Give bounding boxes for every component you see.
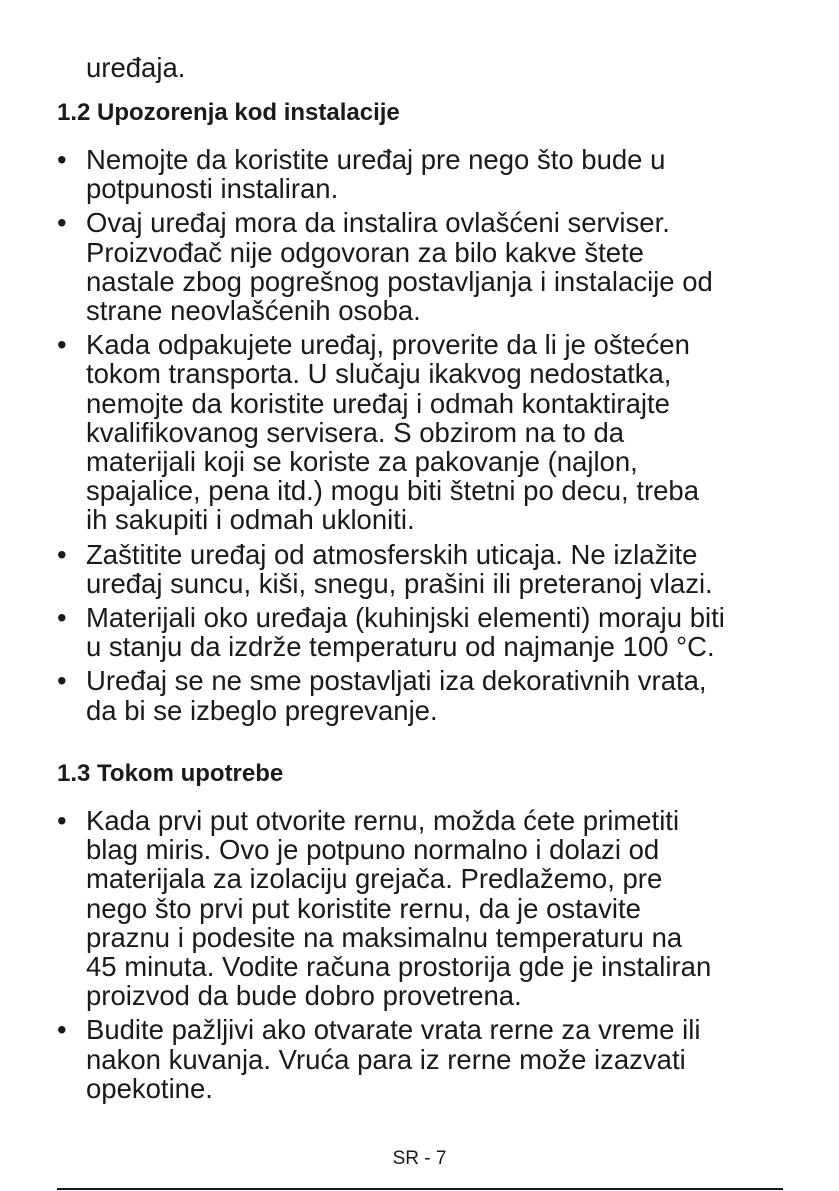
list-item — [57, 540, 797, 598]
footer-divider — [57, 1188, 783, 1190]
list-item — [57, 330, 797, 534]
list-item-text: Budite pažljivi ako otvarate vrata rerne za vreme ili nakon kuvanja. Vruća para iz rerne može izazvati opekotine. — [86, 1014, 701, 1104]
bullet-icon: • — [57, 144, 67, 175]
bullet-icon: • — [57, 329, 67, 361]
bullet-icon: • — [57, 207, 67, 239]
list-item-text: Ovaj uređaj mora da instalira ovlašćeni serviser. Proizvođač nije odgovoran za bilo kakve štete nastale zbog pogrešnog postavljanja i instalacije od strane neovlašćenih osoba. — [86, 207, 713, 327]
list-item-text: Kada prvi put otvorite rernu, možda ćete primetiti blag miris. Ovo je potpuno normalno i dolazi od materijala za izolaciju grejača. Predlažemo, pre nego što prvi put koristite rernu, da je ostavite praznu i podesite na maksimalnu temperaturu na 45 minuta. Vodite računa prostorija gde je instaliran proizvod da bude dobro provetrena. — [86, 805, 712, 1012]
bullet-icon: • — [57, 602, 67, 634]
list-item — [57, 145, 797, 203]
bullet-icon: • — [57, 805, 67, 836]
list-item-text: Kada odpakujete uređaj, proverite da li je oštećen tokom transporta. U slučaju ikakvog nedostatka, nemojte da koristite uređaj i odmah kontaktirajte kvalifikovanog servisera. S obzirom na to da materijali koji se koriste za pakovanje (najlon, spajalice, pena itd.) mogu biti štetni po decu, treba ih sakupiti i odmah ukloniti. — [86, 329, 700, 536]
bullet-icon: • — [57, 1014, 67, 1046]
bullet-icon: • — [57, 538, 67, 570]
list-item-text: Zaštitite uređaj od atmosferskih uticaja. Ne izlažite uređaj suncu, kiši, snegu, prašini ili preteranoj vlazi. — [86, 538, 713, 599]
section-heading-1-2: 1.2 Upozorenja kod instalacije — [57, 99, 400, 126]
list-item — [57, 603, 797, 661]
list-item — [57, 806, 797, 1010]
usage-warnings-list — [57, 806, 797, 1108]
list-item — [57, 208, 797, 325]
installation-warnings-list — [57, 145, 797, 730]
section-heading-1-3: 1.3 Tokom upotrebe — [57, 760, 284, 787]
list-item-text: Nemojte da koristite uređaj pre nego što bude u potpunosti instaliran. — [86, 144, 666, 205]
list-item-text: Uređaj se ne sme postavljati iza dekorativnih vrata, da bi se izbeglo pregrevanje. — [86, 665, 707, 726]
list-item-text: Materijali oko uređaja (kuhinjski elementi) moraju biti u stanju da izdrže temperaturu od najmanje 100 °C. — [86, 602, 725, 663]
bullet-icon: • — [57, 665, 67, 697]
list-item — [57, 1015, 797, 1103]
list-item — [57, 666, 797, 724]
continuation-text: uređaja. — [86, 52, 186, 83]
page-number: SR - 7 — [392, 1148, 447, 1169]
